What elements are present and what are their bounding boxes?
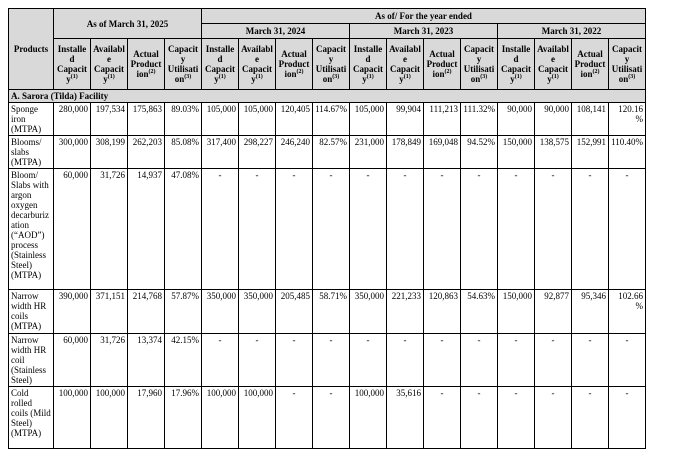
value-cell: 105,000 [239, 103, 276, 136]
product-name-cell: Sponge iron (MTPA) [9, 103, 54, 136]
metric-label: Capacity Utilisation [611, 44, 643, 84]
product-name-cell: Narrow width HR coil (Stainless Steel) [9, 334, 54, 387]
value-cell: 350,000 [202, 290, 239, 334]
table-row [9, 290, 646, 334]
value-cell: 175,863 [128, 103, 165, 136]
value-cell: 17,960 [128, 387, 165, 449]
metric-label: Installed Capacity [205, 44, 235, 84]
value-cell: - [202, 334, 239, 387]
value-cell: - [461, 334, 498, 387]
value-cell: - [572, 387, 609, 449]
value-cell: - [313, 169, 350, 290]
capacity-table-document [8, 8, 646, 449]
value-cell: 47.08% [165, 169, 202, 290]
footnote-marker: (3) [480, 74, 488, 80]
metric-header-2023-installed [350, 39, 387, 90]
metric-header-2024-utilisation [313, 39, 350, 90]
value-cell: 42.15% [165, 334, 202, 387]
value-cell: 280,000 [54, 103, 91, 136]
value-cell: 111,213 [424, 103, 461, 136]
footnote-marker: (2) [592, 69, 600, 75]
metric-header-2023-utilisation [461, 39, 498, 90]
value-cell: - [498, 169, 535, 290]
value-cell: 221,233 [387, 290, 424, 334]
products-header: Products [9, 9, 54, 90]
metric-header-2025-production [128, 39, 165, 90]
value-cell: 85.08% [165, 136, 202, 169]
value-cell: 31,726 [91, 169, 128, 290]
metric-header-2024-production [276, 39, 313, 90]
group-header-prior-years: As of/ For the year ended [202, 9, 646, 24]
footnote-marker: (3) [184, 74, 192, 80]
year-header-2023: March 31, 2023 [350, 24, 498, 39]
value-cell: 197,534 [91, 103, 128, 136]
metric-label: Available Capacity [537, 44, 569, 84]
footnote-marker: (1) [70, 74, 78, 80]
value-cell: 60,000 [54, 169, 91, 290]
value-cell: - [498, 334, 535, 387]
metric-label: Installed Capacity [501, 44, 531, 84]
value-cell: - [239, 334, 276, 387]
value-cell: - [609, 334, 646, 387]
metric-header-2023-production [424, 39, 461, 90]
value-cell: 17.96% [165, 387, 202, 449]
value-cell: - [313, 387, 350, 449]
value-cell: 152,991 [572, 136, 609, 169]
metric-label: Installed Capacity [57, 44, 87, 84]
value-cell: - [387, 334, 424, 387]
value-cell: - [535, 334, 572, 387]
value-cell: - [461, 169, 498, 290]
value-cell: 35,616 [387, 387, 424, 449]
value-cell: 58.71% [313, 290, 350, 334]
table-row [9, 103, 646, 136]
value-cell: 150,000 [498, 136, 535, 169]
value-cell: 95,346 [572, 290, 609, 334]
metric-label: Available Capacity [241, 44, 273, 84]
value-cell: 120.16% [609, 103, 646, 136]
value-cell: - [424, 387, 461, 449]
footnote-marker: (1) [366, 74, 374, 80]
product-name-cell: Cold rolled coils (Mild Steel) (MTPA) [9, 387, 54, 449]
value-cell: 178,849 [387, 136, 424, 169]
value-cell: 120,405 [276, 103, 313, 136]
value-cell: 90,000 [535, 103, 572, 136]
metric-header-2022-available [535, 39, 572, 90]
product-name-cell: Blooms/ slabs (MTPA) [9, 136, 54, 169]
value-cell: - [535, 169, 572, 290]
table-row [9, 387, 646, 449]
footnote-marker: (3) [332, 74, 340, 80]
value-cell: 231,000 [350, 136, 387, 169]
footnote-marker: (2) [444, 69, 452, 75]
metric-label: Capacity Utilisation [315, 44, 347, 84]
value-cell: 308,199 [91, 136, 128, 169]
value-cell: 298,227 [239, 136, 276, 169]
value-cell: - [350, 334, 387, 387]
value-cell: 169,048 [424, 136, 461, 169]
value-cell: - [535, 387, 572, 449]
value-cell: 105,000 [350, 103, 387, 136]
value-cell: 214,768 [128, 290, 165, 334]
value-cell: - [276, 387, 313, 449]
value-cell: - [609, 387, 646, 449]
table-row [9, 334, 646, 387]
metric-label: Capacity Utilisation [463, 44, 495, 84]
footnote-marker: (1) [107, 74, 115, 80]
value-cell: 60,000 [54, 334, 91, 387]
metric-label: Actual Production [130, 49, 162, 79]
value-cell: 92,877 [535, 290, 572, 334]
metric-label: Capacity Utilisation [167, 44, 199, 84]
metric-header-2022-utilisation [609, 39, 646, 90]
value-cell: 138,575 [535, 136, 572, 169]
table-row [9, 136, 646, 169]
value-cell: 350,000 [239, 290, 276, 334]
footnote-marker: (1) [218, 74, 226, 80]
metric-header-2024-installed [202, 39, 239, 90]
value-cell: 108,141 [572, 103, 609, 136]
footnote-marker: (3) [628, 74, 636, 80]
metric-header-2025-available [91, 39, 128, 90]
value-cell: - [387, 169, 424, 290]
value-cell: 14,937 [128, 169, 165, 290]
metric-header-2023-available [387, 39, 424, 90]
value-cell: - [498, 387, 535, 449]
value-cell: 150,000 [498, 290, 535, 334]
value-cell: 390,000 [54, 290, 91, 334]
value-cell: 120,863 [424, 290, 461, 334]
value-cell: - [313, 334, 350, 387]
value-cell: - [572, 169, 609, 290]
footnote-marker: (1) [403, 74, 411, 80]
value-cell: 317,400 [202, 136, 239, 169]
metric-label: Available Capacity [389, 44, 421, 84]
footnote-marker: (2) [148, 69, 156, 75]
value-cell: 246,240 [276, 136, 313, 169]
value-cell: 114.67% [313, 103, 350, 136]
value-cell: 94.52% [461, 136, 498, 169]
footnote-marker: (1) [255, 74, 263, 80]
year-header-2024: March 31, 2024 [202, 24, 350, 39]
footnote-marker: (2) [296, 69, 304, 75]
product-name-cell: Bloom/ Slabs with argon oxygen decarburization (“AOD”) process (Stainless Steel) (MTPA) [9, 169, 54, 290]
section-title: A. Sarora (Tilda) Facility [9, 90, 646, 103]
year-header-2022: March 31, 2022 [498, 24, 646, 39]
capacity-table [8, 8, 646, 449]
value-cell: 57.87% [165, 290, 202, 334]
footnote-marker: (1) [551, 74, 559, 80]
value-cell: - [276, 334, 313, 387]
metric-header-2024-available [239, 39, 276, 90]
value-cell: 350,000 [350, 290, 387, 334]
metric-header-2022-production [572, 39, 609, 90]
metric-label: Installed Capacity [353, 44, 383, 84]
value-cell: 262,203 [128, 136, 165, 169]
value-cell: 100,000 [239, 387, 276, 449]
value-cell: 82.57% [313, 136, 350, 169]
metric-label: Actual Production [574, 49, 606, 79]
value-cell: 99,904 [387, 103, 424, 136]
value-cell: - [239, 169, 276, 290]
value-cell: 100,000 [91, 387, 128, 449]
value-cell: - [424, 169, 461, 290]
value-cell: 54.63% [461, 290, 498, 334]
footnote-marker: (1) [514, 74, 522, 80]
value-cell: - [572, 334, 609, 387]
metric-header-2025-utilisation [165, 39, 202, 90]
value-cell: 111.32% [461, 103, 498, 136]
value-cell: 100,000 [350, 387, 387, 449]
value-cell: - [350, 169, 387, 290]
value-cell: 102.66% [609, 290, 646, 334]
value-cell: - [609, 169, 646, 290]
metric-label: Actual Production [426, 49, 458, 79]
value-cell: - [424, 334, 461, 387]
value-cell: - [276, 169, 313, 290]
value-cell: - [461, 387, 498, 449]
value-cell: 110.40% [609, 136, 646, 169]
metric-label: Actual Production [278, 49, 310, 79]
value-cell: 90,000 [498, 103, 535, 136]
value-cell: 89.03% [165, 103, 202, 136]
value-cell: 105,000 [202, 103, 239, 136]
value-cell: 205,485 [276, 290, 313, 334]
table-row [9, 169, 646, 290]
value-cell: - [202, 169, 239, 290]
value-cell: 300,000 [54, 136, 91, 169]
value-cell: 31,726 [91, 334, 128, 387]
value-cell: 100,000 [54, 387, 91, 449]
product-name-cell: Narrow width HR coils (MTPA) [9, 290, 54, 334]
value-cell: 100,000 [202, 387, 239, 449]
metric-label: Available Capacity [93, 44, 125, 84]
metric-header-2022-installed [498, 39, 535, 90]
value-cell: 371,151 [91, 290, 128, 334]
value-cell: 13,374 [128, 334, 165, 387]
group-header-2025: As of March 31, 2025 [54, 9, 202, 39]
metric-header-2025-installed [54, 39, 91, 90]
